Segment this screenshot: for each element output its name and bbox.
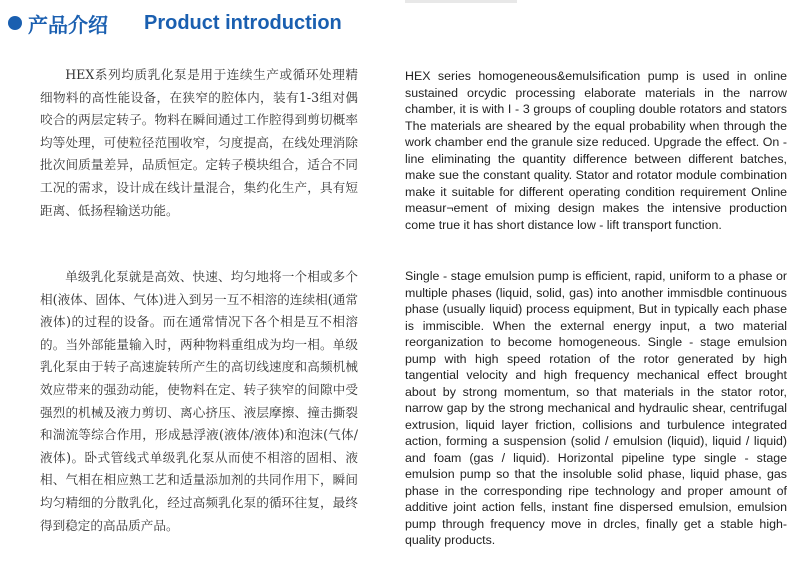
english-paragraph-1: HEX series homogeneous&emulsification pump is used in online sustained orcydic processing elaborate materials in the narrow chamber, it is with I - 3 groups of coupling double rotators and stators The materials are sheared by the equal probability when through the work chamber end the granule size reduced. Upgrade the effect. On - line eliminating the quantity difference between different batches, make sue the constant quality. Stator and rotator module combination make it suitable for different operating condition requirement Online measur¬ement of mixing design makes the intensive production come true it has short distance low - lift transport function. — [405, 69, 787, 232]
section-title-en: Product introduction — [144, 11, 342, 34]
chinese-paragraph-1: HEX系列均质乳化泵是用于连续生产或循环处理精细物料的高性能设备，在狭窄的腔体内，装有1-3组对偶咬合的两层定转子。物料在瞬间通过工作腔得到剪切概率均等处理，可使粒径范围收窄，匀度提高，在线处理消除批次间质量差异，品质恒定。定转子模块组合，适合不同工况的需求，设计成在线计量混合，集约化生产，具有短距离、低扬程输送功能。 — [40, 67, 358, 218]
bullet-dot-icon — [8, 16, 22, 30]
chinese-paragraph-2: 单级乳化泵就是高效、快速、均匀地将一个相或多个相(液体、固体、气体)进入到另一互不相溶的连续相(通常液体)的过程的设备。而在通常情况下各个相是互不相溶的。当外部能量输入时，两种物料重组成为均一相。单级乳化泵由于转子高速旋转所产生的高切线速度和高频机械效应带来的强劲动能，使物料在定、转子狭窄的间隙中受强烈的机械及液力剪切、离心挤压、液层摩擦、撞击撕裂和湍流等综合作用，形成悬浮液(液体/液体)和泡沫(气体/液体)。卧式管线式单级乳化泵从而使不相溶的固相、液相、气相在相应熟工艺和适量添加剂的共同作用下，瞬间均匀精细的分散乳化，经过高频乳化泵的循环往复，最终得到稳定的高品质产品。 — [40, 269, 358, 533]
top-divider — [405, 0, 517, 3]
section-title-cn: 产品介绍 — [28, 12, 108, 37]
english-paragraph-2: Single - stage emulsion pump is efficient, rapid, uniform to a phase or multiple phases (liquid, solid, gas) into another immisdble continuous phase (usually liquid) process equipment, But in typically each phase is immiscible. When the external energy input, a two material reorganization to become homogeneous. Single - stage emulsion pump with high speed rotation of the rotor generated by high tangential velocity and high frequency mechanical effect brought about by strong momentum, so that materials in the stator rotor, narrow gap by the strong mechanical and hydraulic shear, centrifugal extrusion, liquid layer friction, collisions and turbulence integrated action, forming a suspension (solid / emulsion (liquid), liquid / liquid) and foam (gas / liquid). Horizontal pipeline type single - stage emulsion pump so that the insoluble solid phase, liquid phase, gas phase in the corresponding ripe technology and proper amount of additive joint action fells, instant fine dispersed emulsion, emulsion pump through frequency move in drcles, finally get a stable high-quality products. — [405, 269, 787, 547]
section-header — [8, 10, 342, 36]
